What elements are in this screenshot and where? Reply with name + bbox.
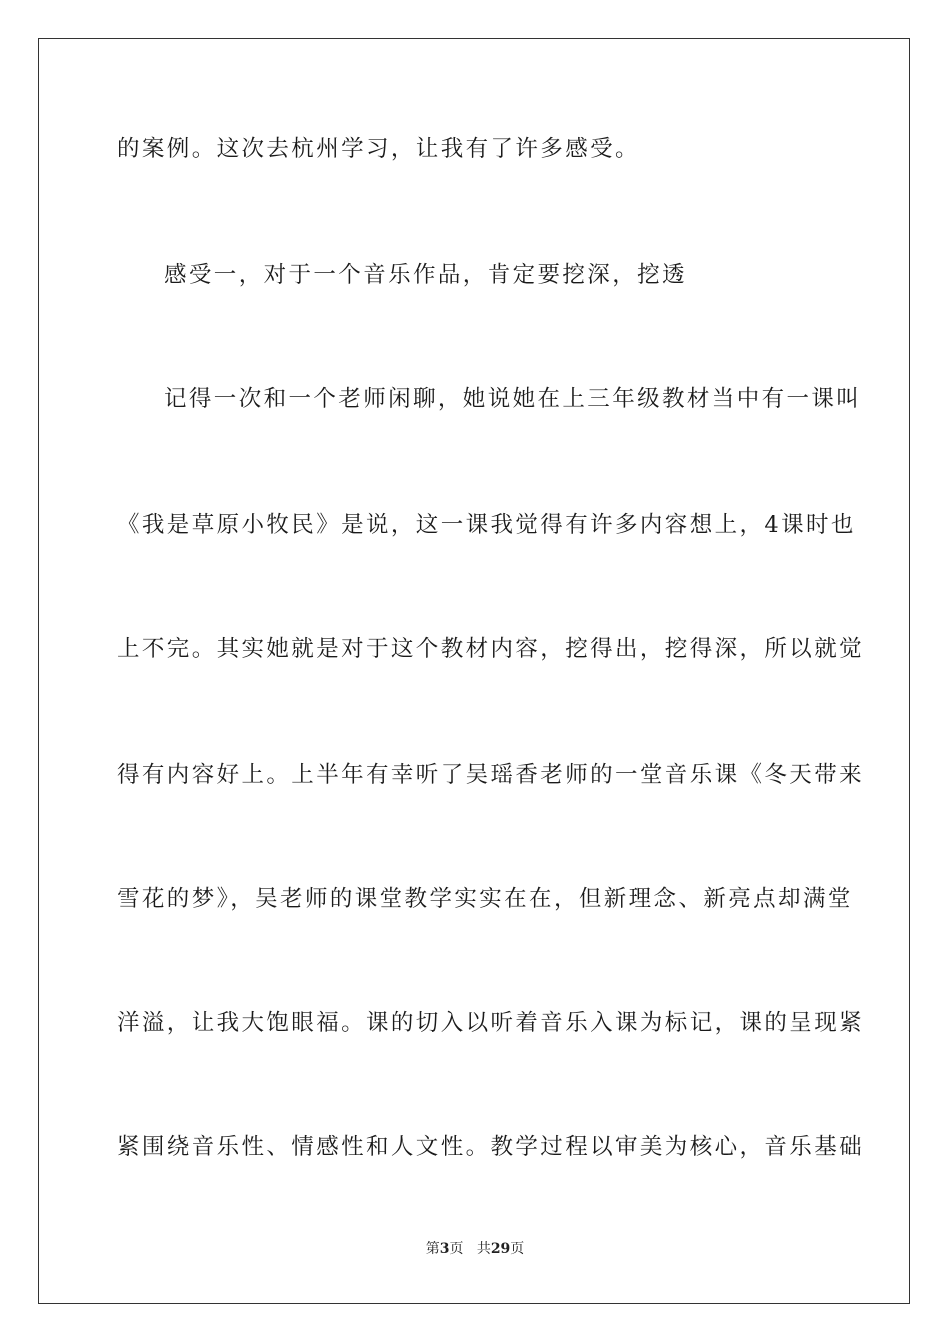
page-current-number: 3 [439, 1241, 450, 1257]
total-unit: 页 [510, 1241, 525, 1257]
total-prefix: 共 [476, 1241, 491, 1257]
text-line-8: 洋溢，让我大饱眼福。课的切入以听着音乐入课为标记，课的呈现紧 [117, 1010, 865, 1036]
text-line-1: 的案例。这次去杭州学习，让我有了许多感受。 [117, 136, 640, 162]
text-line-9: 紧围绕音乐性、情感性和人文性。教学过程以审美为核心，音乐基础 [117, 1134, 865, 1160]
page-border [38, 38, 910, 1304]
page-prefix: 第 [425, 1241, 440, 1257]
text-line-3: 记得一次和一个老师闲聊，她说她在上三年级教材当中有一课叫 [164, 386, 862, 412]
text-line-6: 得有内容好上。上半年有幸听了吴瑶香老师的一堂音乐课《冬天带来 [117, 762, 865, 788]
page-unit: 页 [449, 1241, 464, 1257]
page-total-number: 29 [490, 1241, 511, 1257]
text-line-4: 《我是草原小牧民》是说，这一课我觉得有许多内容想上，4课时也 [117, 512, 856, 538]
page-footer [0, 1240, 950, 1258]
text-line-7: 雪花的梦》，吴老师的课堂教学实实在在，但新理念、新亮点却满堂 [117, 886, 853, 912]
section-heading: 感受一，对于一个音乐作品，肯定要挖深，挖透 [164, 262, 687, 288]
text-line-5: 上不完。其实她就是对于这个教材内容，挖得出，挖得深，所以就觉 [117, 636, 865, 662]
